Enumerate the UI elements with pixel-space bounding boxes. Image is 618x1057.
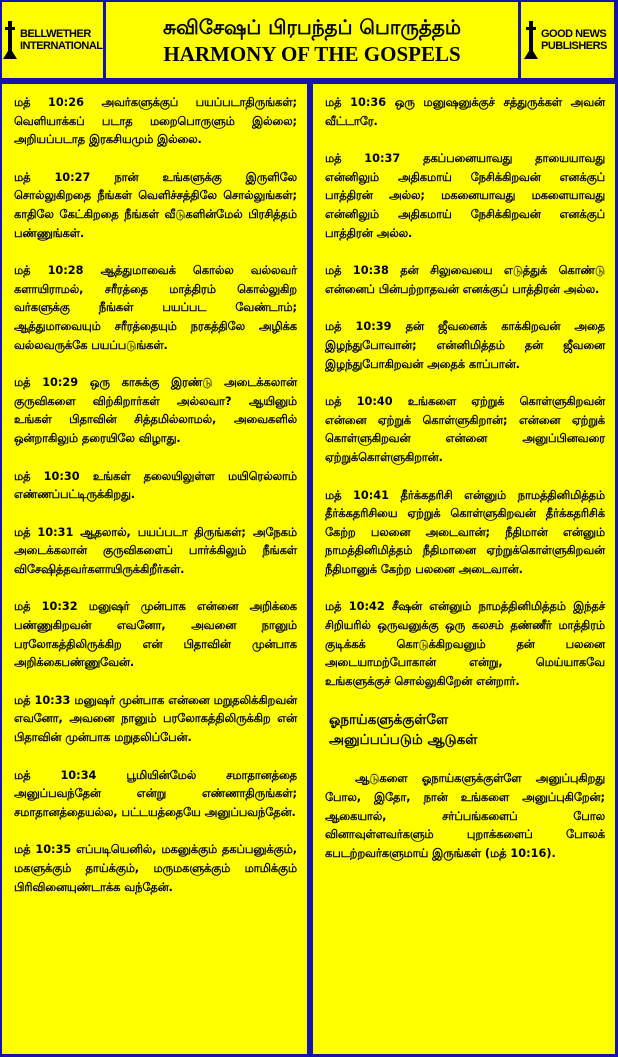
section-heading-line: ஓநாய்களுக்குள்ளே	[329, 712, 449, 729]
bellwether-logo-text: BELLWETHER INTERNATIONAL	[20, 28, 103, 52]
verse-paragraph: மத் 10:35 எப்படியெனில், மகனுக்கும் தகப்பனுக்கும், மகளுக்கும் தாய்க்கும், மருமகளுக்கும் மாமிக்கும் பிரிவினையுண்டாக்க வந்தேன்.	[14, 843, 297, 894]
verse-paragraph: மத் 10:37 தகப்பனையாவது தாயையாவது என்னிலும் அதிகமாய் நேசிக்கிறவன் எனக்குப் பாத்திரன் அல்ல; மகனையாவது மகளையாவது என்னிலும் அதிகமாய் நேசிக்கிறவன் எனக்குப் பாத்திரன் அல்ல.	[325, 152, 605, 240]
verse-paragraph: மத் 10:29 ஒரு காசுக்கு இரண்டு அடைக்கலான் குருவிகளை விற்கிறார்கள் அல்லவா? ஆயினும் உங்கள் பிதாவின் சித்தமில்லாமல், அவைகளில் ஒன்றாகிலும் தரையிலே விழாது.	[14, 376, 297, 445]
title-english: HARMONY OF THE GOSPELS	[163, 42, 461, 66]
bellwether-logo-icon	[3, 21, 17, 59]
verse-paragraph: மத் 10:39 தன் ஜீவனைக் காக்கிறவன் அதை இழந்துபோவான்; என்னிமித்தம் தன் ஜீவனை இழந்துபோகிறவன் அதைக் காப்பான்.	[325, 320, 605, 371]
verse-paragraph: மத் 10:36 ஒரு மனுஷனுக்குச் சத்துருக்கள் அவன் வீட்டாரே.	[325, 96, 605, 128]
bellwether-logo	[2, 2, 106, 78]
section-heading	[329, 710, 605, 750]
left-column	[2, 84, 307, 1054]
verse-paragraph: மத் 10:33 மனுஷர் முன்பாக என்னை மறுதலிக்கிறவன் எவனோ, அவனை நானும் பரலோகத்திலிருக்கிற என் பிதாவின் முன்பாக மறுதலிப்பேன்.	[14, 693, 297, 745]
verse-paragraph: மத் 10:40 உங்களை ஏற்றுக் கொள்ளுகிறவன் என்னை ஏற்றுக் கொள்ளுகிறான்; என்னை ஏற்றுக் கொள்ளுகிறவன் என்னை அனுப்பினவரை ஏற்றுக்கொள்ளுகிறான்.	[325, 395, 605, 464]
verse-paragraph: மத் 10:27 நான் உங்களுக்கு இருளிலே சொல்லுகிறதை நீங்கள் வெளிச்சத்திலே சொல்லுங்கள்; காதிலே கேட்கிறதை நீங்கள் வீடுகளின்மேல் பிரசித்தம் பண்ணுங்கள்.	[14, 170, 297, 240]
good-news-logo	[518, 2, 614, 78]
verse-paragraph: மத் 10:32 மனுஷர் முன்பாக என்னை அறிக்கை பண்ணுகிறவன் எவனோ, அவனை நானும் பரலோகத்திலிருக்கிற என் பிதாவின் முன்பாக அறிக்கைபண்ணுவேன்.	[14, 600, 297, 670]
verse-paragraph: மத் 10:30 உங்கள் தலையிலுள்ள மயிரெல்லாம் எண்ணப்பட்டிருக்கிறது.	[14, 469, 297, 502]
verse-paragraph: மத் 10:34 பூமியின்மேல் சமாதானத்தை அனுப்பவந்தேன் என்று எண்ணாதிருங்கள்; சமாதானத்தையல்ல, பட்டயத்தையே அனுப்பவந்தேன்.	[14, 768, 297, 819]
section-body: ஆடுகளை ஓநாய்களுக்குள்ளே அனுப்புகிறது போல, இதோ, நான் உங்களை அனுப்புகிறேன்; ஆகையால், சர்ப்பங்களைப் போல வினாவுள்ளவர்களும் புறாக்களைப் போலக் கபடற்றவர்களுமாய் இருங்கள் (மத் 10:16).	[325, 772, 605, 860]
verse-paragraph: மத் 10:28 ஆத்துமாவைக் கொல்ல வல்லவர் களாயிராமல், சரீரத்தை மாத்திரம் கொல்லுகிற வர்களுக்கு நீங்கள் பயப்பட வேண்டாம்; ஆத்துமாவையும் சரீரத்தையும் நரகத்திலே அழிக்க வல்லவருக்கே பயப்படுங்கள்.	[14, 264, 297, 352]
good-news-logo-text: GOOD NEWS PUBLISHERS	[541, 28, 607, 52]
title-tamil: சுவிசேஷப் பிரபந்தப் பொருத்தம்	[162, 15, 462, 39]
right-column	[313, 84, 615, 1054]
verse-paragraph: மத் 10:41 தீர்க்கதரிசி என்னும் நாமத்தினிமித்தம் தீர்க்கதரிசியை ஏற்றுக் கொள்ளுகிறவன் தீர்க்கதரிசிக் கேற்ற பலனை அடைவான்; நீதிமான் என்னும் நாமத்தினிமித்தம் நீதிமானை ஏற்றுக்கொள்ளுகிறவன் நீதிமானுக் கேற்ற பலனை அடைவான்.	[325, 488, 605, 576]
verse-paragraph: மத் 10:38 தன் சிலுவையை எடுத்துக் கொண்டு என்னைப் பின்பற்றாதவன் எனக்குப் பாத்திரன் அல்ல.	[325, 264, 605, 296]
header-banner	[2, 2, 614, 78]
good-news-logo-icon	[524, 21, 538, 59]
verse-paragraph: மத் 10:26 அவர்களுக்குப் பயப்படாதிருங்கள்; வெளியாக்கப் படாத மறைபொருளும் இல்லை; அறியப்படாத இரகசியமும் இல்லை.	[14, 96, 297, 147]
title-block	[106, 2, 518, 78]
verse-paragraph: மத் 10:31 ஆதலால், பயப்படா திருங்கள்; அநேகம் அடைக்கலான் குருவிகளைப் பார்க்கிலும் நீங்கள் விசேஷித்தவர்களாயிருக்கிறீர்கள்.	[14, 525, 297, 576]
section-heading-line: அனுப்பப்படும் ஆடுகள்	[329, 732, 478, 749]
verse-paragraph: மத் 10:42 சீஷன் என்னும் நாமத்தினிமித்தம் இந்தச் சிறியரில் ஒருவனுக்கு ஒரு கலசம் தண்ணீர் மாத்திரம் குடிக்கக் கொடுக்கிறவனும் தன் பலனை அடையாமற்போகான் என்று, மெய்யாகவே உங்களுக்குச் சொல்லுகிறேன் என்றார்.	[325, 600, 605, 688]
